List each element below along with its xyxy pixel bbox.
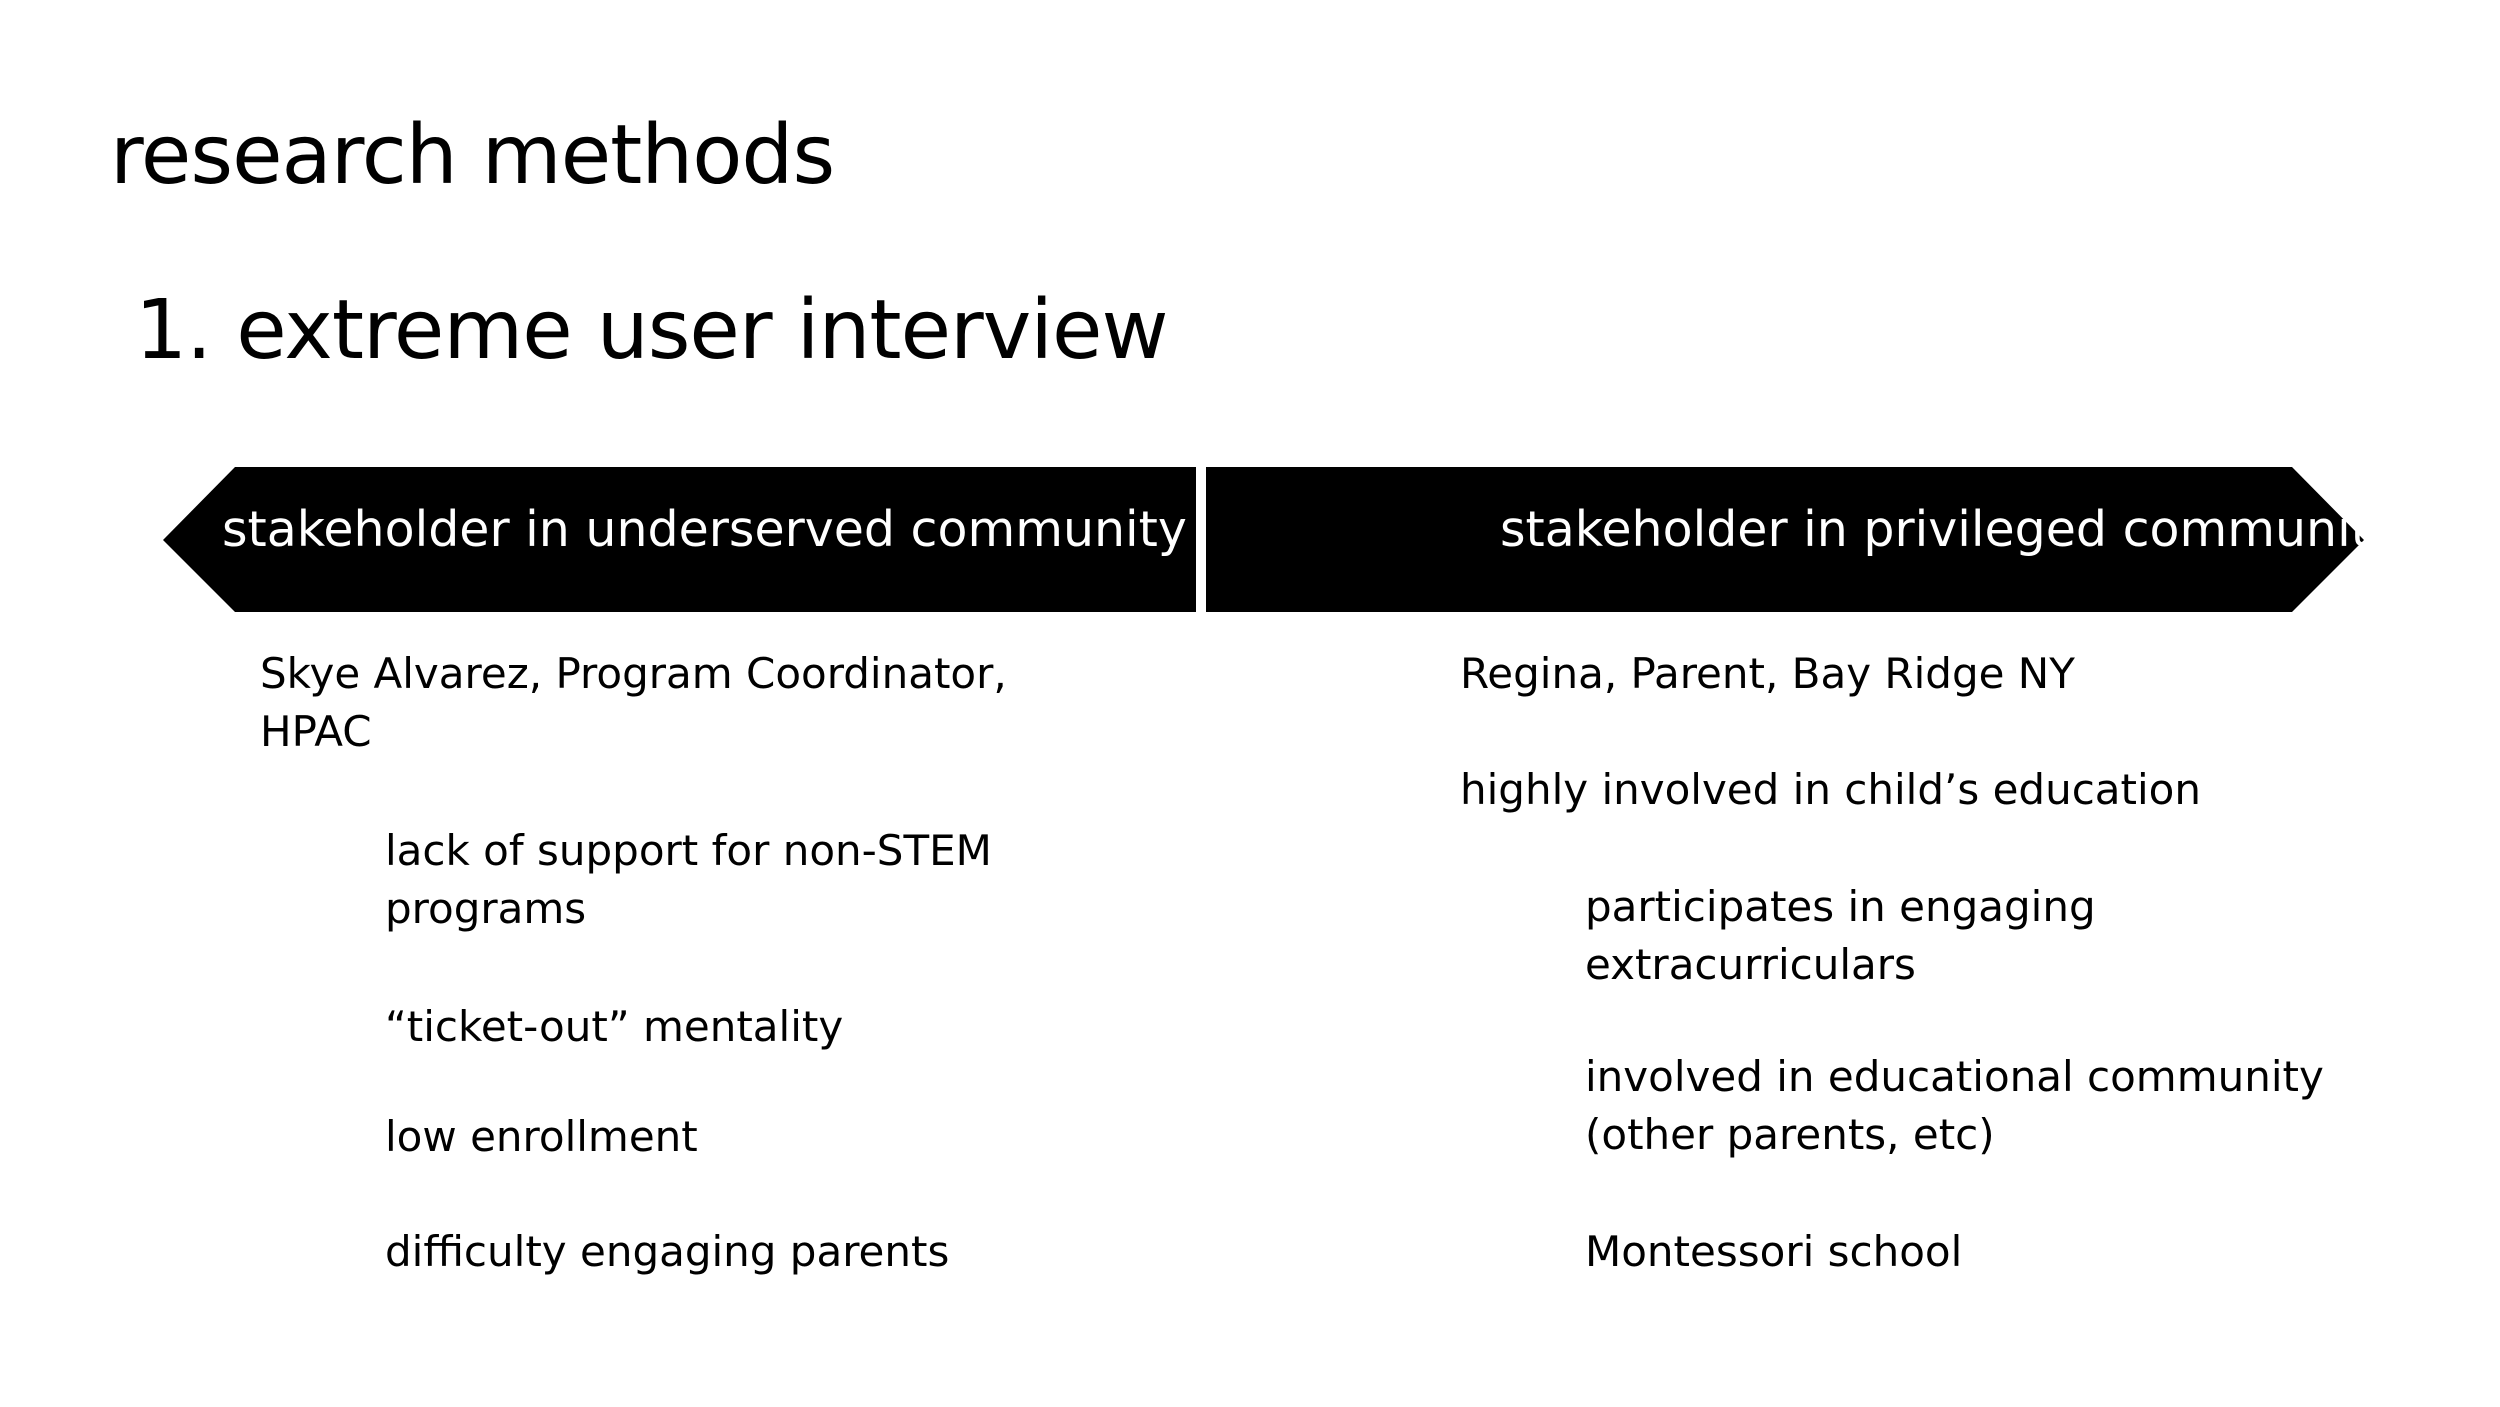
left-point	[385, 1108, 698, 1166]
right-point-2-line2: (other parents, etc)	[1585, 1110, 1995, 1159]
right-point-1-line1: participates in engaging	[1585, 882, 2096, 931]
right-point	[1585, 1048, 2324, 1164]
left-point	[385, 822, 992, 938]
right-point	[1585, 878, 2096, 994]
left-point-2: “ticket-out” mentality	[385, 1002, 844, 1051]
right-point	[1585, 1223, 1962, 1281]
slide-title: research methods	[110, 108, 835, 203]
left-point-1-line1: lack of support for non-STEM	[385, 826, 992, 875]
right-point-1-line2: extracurriculars	[1585, 940, 1916, 989]
left-interviewee-line1: Skye Alvarez, Program Coordinator,	[260, 649, 1007, 698]
right-banner-label: stakeholder in privileged community	[1500, 501, 2399, 558]
right-interviewee: Regina, Parent, Bay Ridge NY	[1460, 649, 2075, 698]
left-point-1-line2: programs	[385, 884, 587, 933]
left-point	[385, 1223, 949, 1281]
left-interviewee-line2: HPAC	[260, 707, 372, 756]
left-interviewee	[260, 645, 1007, 761]
left-point-4: difficulty engaging parents	[385, 1227, 950, 1276]
left-point-3: low enrollment	[385, 1112, 698, 1161]
right-point-2-line1: involved in educational community	[1585, 1052, 2324, 1101]
left-banner-label: stakeholder in underserved community	[222, 501, 1187, 558]
right-summary-note: highly involved in child’s education	[1460, 765, 2201, 814]
slide-subtitle: 1. extreme user interview	[135, 283, 1168, 378]
left-point	[385, 998, 843, 1056]
right-point-3: Montessori school	[1585, 1227, 1963, 1276]
